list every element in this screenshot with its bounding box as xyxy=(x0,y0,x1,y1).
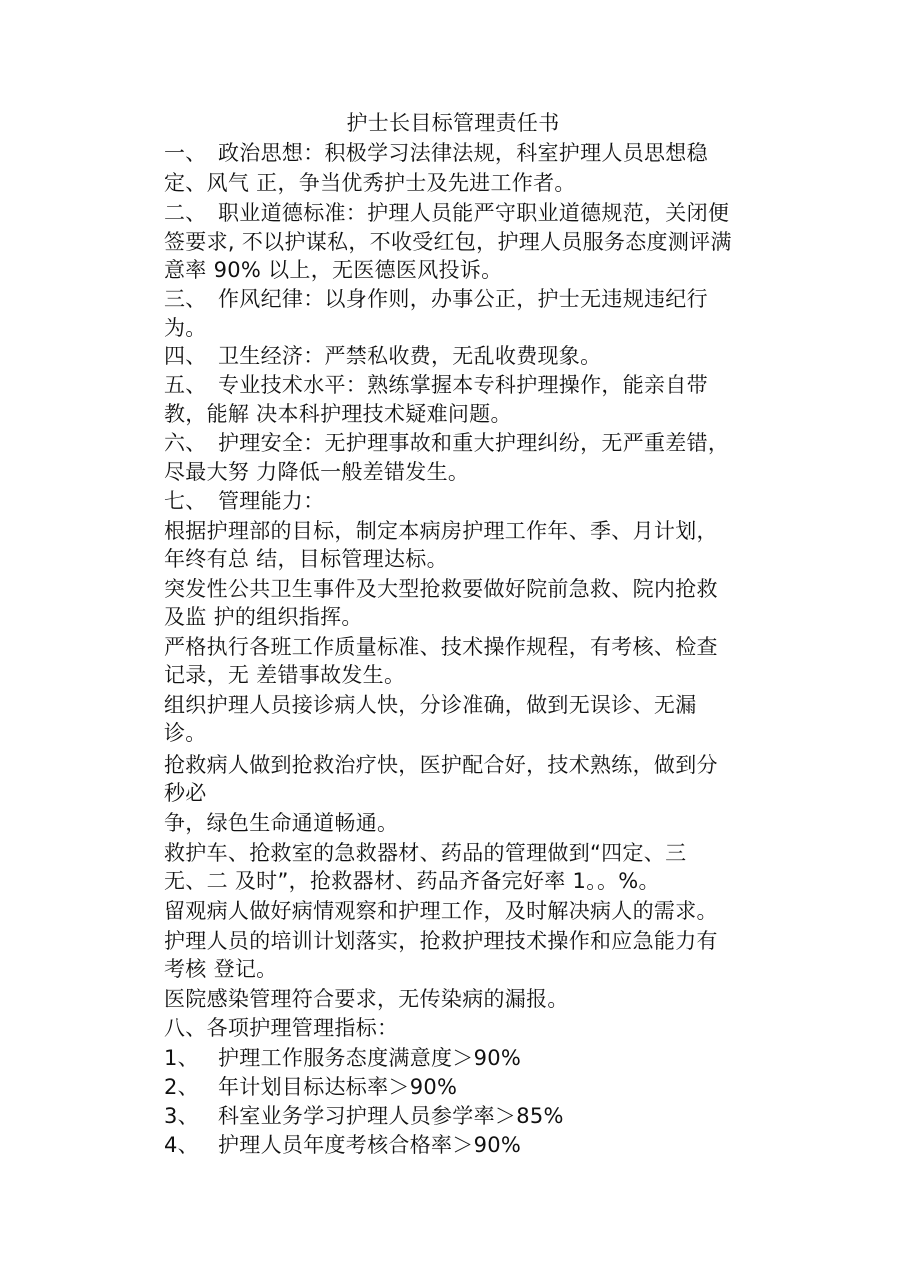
section-text: 作风纪律：以身作则，办事公正，护士无违规违纪行 xyxy=(218,287,708,311)
section-2-line-1 xyxy=(164,198,729,228)
section-6-line-1 xyxy=(164,428,729,458)
section-number: 一、 xyxy=(164,141,207,165)
section-text: 职业道德标准：护理人员能严守职业道德规范，关闭便 xyxy=(218,201,730,225)
indicator-number: 1、 xyxy=(164,1046,199,1070)
section-number: 四、 xyxy=(164,344,207,368)
section-2-line-2: 签要求, 不以护谋私，不收受红包，护理人员服务态度测评满 xyxy=(164,230,732,254)
management-line: 年终有总 结，目标管理达标。 xyxy=(164,547,448,571)
indicator-item xyxy=(164,1101,564,1131)
indicator-item xyxy=(164,1043,521,1073)
indicator-number: 4、 xyxy=(164,1133,199,1157)
management-line: 无、二 及时”，抢救器材、药品齐备完好率 1。。%。 xyxy=(164,869,660,893)
section-text: 政治思想：积极学习法律法规，科室护理人员思想稳 xyxy=(218,141,708,165)
section-1-line-2: 定、风气 正，争当优秀护士及先进工作者。 xyxy=(164,171,576,195)
section-text: 专业技术水平：熟练掌握本专科护理操作，能亲自带 xyxy=(218,373,708,397)
indicator-number: 3、 xyxy=(164,1104,199,1128)
management-line: 严格执行各班工作质量标准、技术操作规程，有考核、检查 xyxy=(164,635,718,659)
management-line: 护理人员的培训计划落实，抢救护理技术操作和应急能力有 xyxy=(164,929,718,953)
section-3-line-2: 为。 xyxy=(164,316,207,340)
indicator-text: 年计划目标达标率＞90% xyxy=(218,1075,458,1099)
management-line: 及监 护的组织指挥。 xyxy=(164,605,363,629)
section-number: 二、 xyxy=(164,201,207,225)
management-line: 突发性公共卫生事件及大型抢救要做好院前急救、院内抢救 xyxy=(164,577,718,601)
section-6-line-2: 尽最大努 力降低一般差错发生。 xyxy=(164,460,470,484)
management-line: 组织护理人员接诊病人快，分诊准确，做到无误诊、无漏 xyxy=(164,693,697,717)
section-7-line-1 xyxy=(164,486,325,516)
management-line: 留观病人做好病情观察和护理工作，及时解决病人的需求。 xyxy=(164,899,718,923)
section-number: 三、 xyxy=(164,287,207,311)
section-number: 五、 xyxy=(164,373,207,397)
section-text: 管理能力： xyxy=(218,489,325,513)
indicator-text: 护理工作服务态度满意度＞90% xyxy=(218,1046,522,1070)
management-line: 记录，无 差错事故发生。 xyxy=(164,663,406,687)
management-line: 诊。 xyxy=(164,721,207,745)
section-number: 七、 xyxy=(164,489,207,513)
indicator-item xyxy=(164,1130,521,1160)
section-5-line-2: 教，能解 决本科护理技术疑难问题。 xyxy=(164,402,512,426)
section-text: 卫生经济：严禁私收费，无乱收费现象。 xyxy=(218,344,602,368)
management-line: 救护车、抢救室的急救器材、药品的管理做到“四定、三 xyxy=(164,841,687,865)
indicator-item xyxy=(164,1072,457,1102)
section-1-line-1 xyxy=(164,138,708,168)
section-text: 护理安全：无护理事故和重大护理纠纷，无严重差错， xyxy=(218,431,730,455)
management-line: 根据护理部的目标，制定本病房护理工作年、季、月计划， xyxy=(164,519,718,543)
indicator-text: 护理人员年度考核合格率＞90% xyxy=(218,1133,522,1157)
indicator-text: 科室业务学习护理人员参学率＞85% xyxy=(218,1104,564,1128)
management-line: 考核 登记。 xyxy=(164,957,278,981)
section-3-line-1 xyxy=(164,284,708,314)
document-title: 护士长目标管理责任书 xyxy=(346,111,560,135)
management-line: 抢救病人做到抢救治疗快，医护配合好，技术熟练，做到分 xyxy=(164,753,718,777)
section-4-line-1 xyxy=(164,341,601,371)
indicator-number: 2、 xyxy=(164,1075,199,1099)
management-line: 争，绿色生命通道畅通。 xyxy=(164,811,399,835)
section-number: 六、 xyxy=(164,431,207,455)
section-2-line-3: 意率 90% 以上，无医德医风投诉。 xyxy=(164,258,503,282)
management-line: 医院感染管理符合要求，无传染病的漏报。 xyxy=(164,987,569,1011)
section-5-line-1 xyxy=(164,370,708,400)
management-line: 秒必 xyxy=(164,781,207,805)
indicators-heading: 八、各项护理管理指标： xyxy=(164,1016,399,1040)
